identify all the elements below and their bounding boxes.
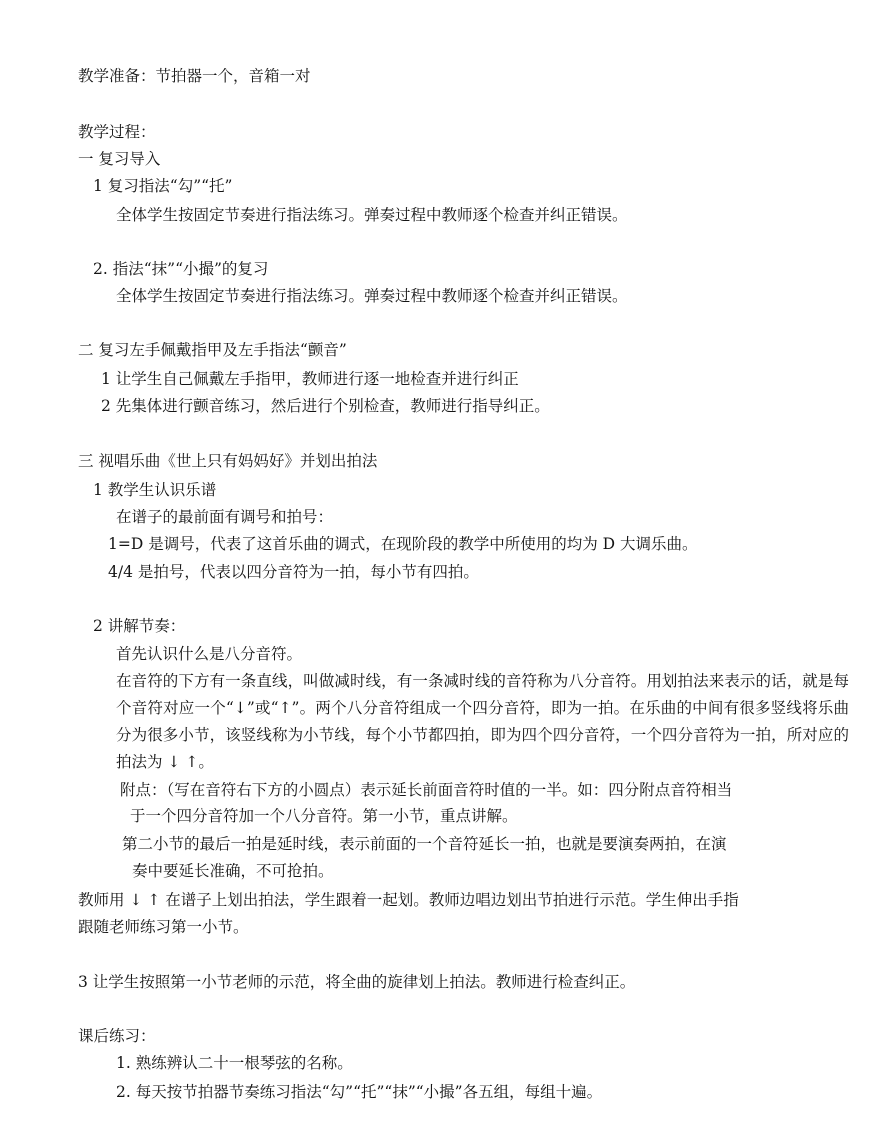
section-1-item-1-title: 1 复习指法“勾”“托” [93, 177, 233, 195]
section-3-item-2-p4b: 奏中要延长准确，不可抢拍。 [132, 862, 334, 880]
section-1-item-1-body: 全体学生按固定节奏进行指法练习。弹奏过程中教师逐个检查并纠正错误。 [116, 206, 628, 224]
section-3-item-3: 3 让学生按照第一小节老师的示范，将全曲的旋律划上拍法。教师进行检查纠正。 [78, 973, 636, 991]
section-3-item-1-p1: 在谱子的最前面有调号和拍号： [116, 508, 334, 526]
section-3-item-2-title: 2 讲解节奏： [93, 617, 186, 635]
section-3-item-2-p1: 首先认识什么是八分音符。 [116, 645, 303, 663]
section-1-item-2-body: 全体学生按固定节奏进行指法练习。弹奏过程中教师逐个检查并纠正错误。 [116, 287, 628, 305]
process-title: 教学过程： [78, 123, 156, 141]
homework-item-2: 2. 每天按节拍器节奏练习指法“勾”“托”“抹”“小撮”各五组，每组十遍。 [116, 1083, 603, 1101]
section-3-item-1-p2: 1=D 是调号，代表了这首乐曲的调式，在现阶段的教学中所使用的均为 D 大调乐曲。 [108, 535, 698, 553]
teacher-demo-line-b: 跟随老师练习第一小节。 [78, 918, 249, 936]
section-3-item-2-p2: 在音符的下方有一条直线，叫做减时线，有一条减时线的音符称为八分音符。用划拍法来表示的话，就是每个音符对应一个“↓”或“↑”。两个八分音符组成一个四分音符，即为一拍。在乐曲的中间有很多竖线将乐曲分为很多小节，该竖线称为小节线，每个小节都四拍，即为四个四分音符，一个四分音符为一拍，所对应的拍法为 ↓ ↑。 [116, 672, 849, 771]
section-3-item-1-title: 1 教学生认识乐谱 [93, 481, 217, 499]
section-3-heading: 三 视唱乐曲《世上只有妈妈好》并划出拍法 [78, 452, 378, 470]
homework-title: 课后练习： [78, 1027, 156, 1045]
section-2-item-2: 2 先集体进行颤音练习，然后进行个别检查，教师进行指导纠正。 [101, 397, 550, 415]
section-3-item-2-p3a: 附点：（写在音符右下方的小圆点）表示延长前面音符时值的一半。如：四分附点音符相当 [120, 781, 733, 799]
section-3-item-2-p4a: 第二小节的最后一拍是延时线，表示前面的一个音符延长一拍，也就是要演奏两拍，在演 [122, 835, 727, 853]
teacher-demo-line-a: 教师用 ↓ ↑ 在谱子上划出拍法，学生跟着一起划。教师边唱边划出节拍进行示范。学生伸出手指 [78, 891, 739, 909]
section-2-heading: 二 复习左手佩戴指甲及左手指法“颤音” [78, 341, 347, 359]
section-3-item-1-p3: 4/4 是拍号，代表以四分音符为一拍，每小节有四拍。 [108, 563, 479, 581]
section-1-item-2-title: 2. 指法“抹”“小撮”的复习 [93, 260, 269, 278]
section-1-heading: 一 复习导入 [78, 150, 161, 168]
section-3-item-2-p3b: 于一个四分音符加一个八分音符。第一小节，重点讲解。 [130, 807, 518, 825]
prep-line: 教学准备：节拍器一个，音箱一对 [78, 67, 311, 85]
section-2-item-1: 1 让学生自己佩戴左手指甲，教师进行逐一地检查并进行纠正 [101, 370, 519, 388]
homework-item-1: 1. 熟练辨认二十一根琴弦的名称。 [116, 1054, 353, 1072]
